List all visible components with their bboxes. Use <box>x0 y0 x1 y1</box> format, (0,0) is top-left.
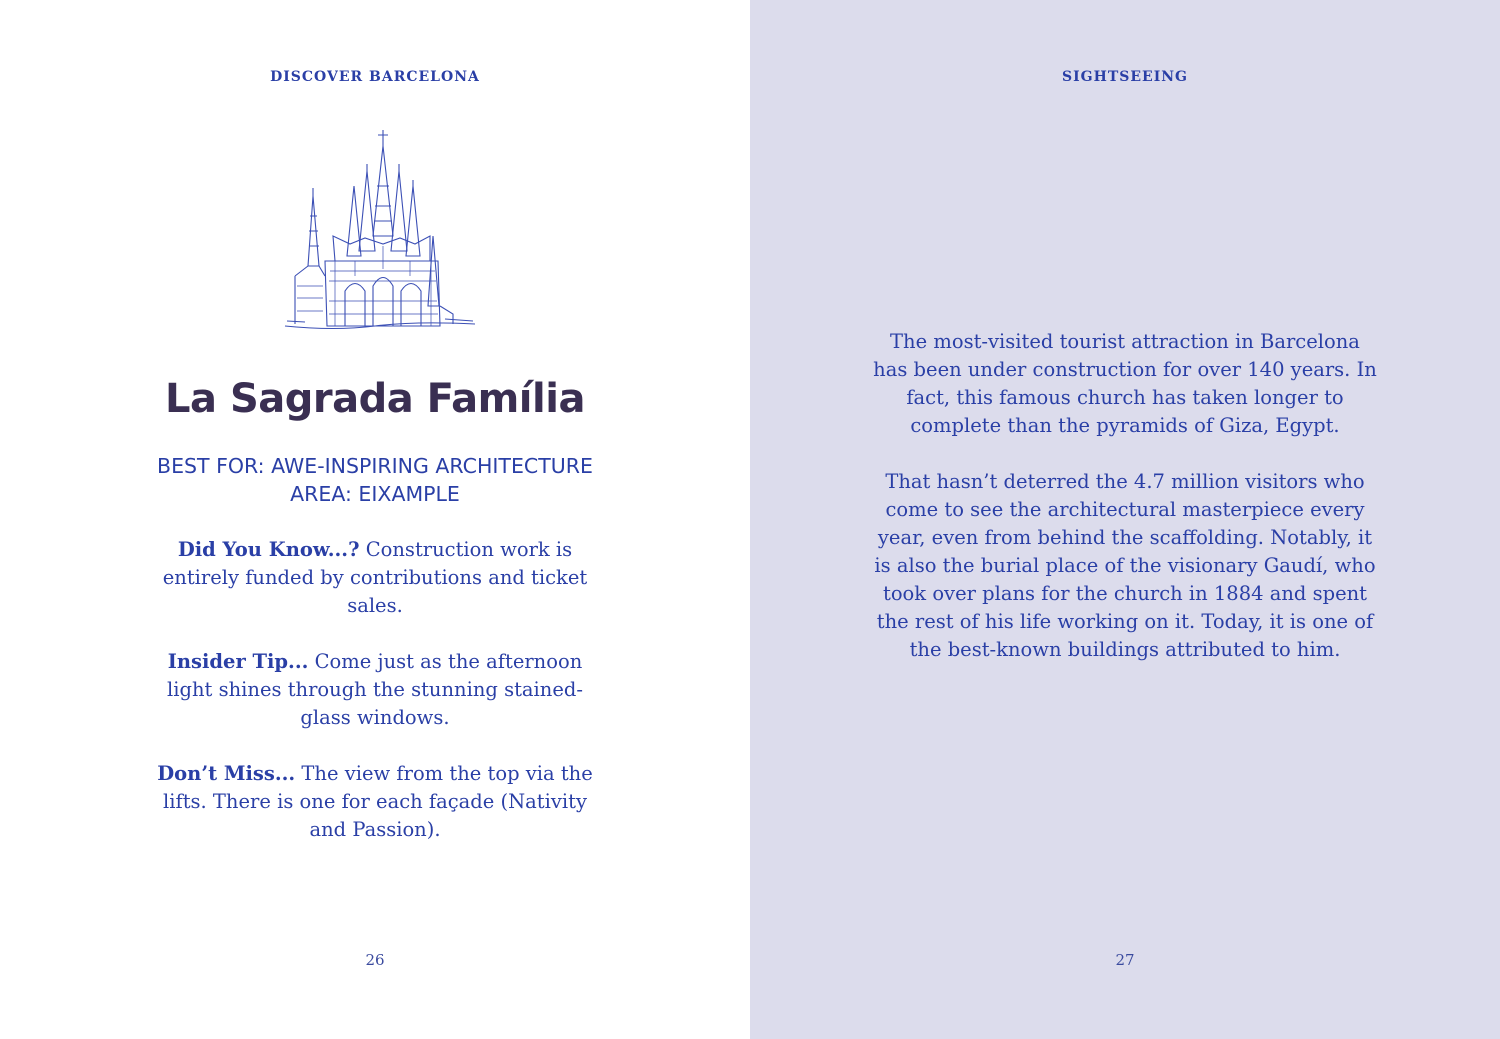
tip-did-you-know <box>150 536 600 620</box>
page-number-left: 26 <box>365 951 385 969</box>
tip-lead: Insider Tip... <box>167 650 309 673</box>
running-head-left: DISCOVER BARCELONA <box>270 69 480 85</box>
sagrada-familia-drawing-icon <box>275 126 480 341</box>
tip-dont-miss <box>150 760 600 844</box>
tip-text: The view from the top via the lifts. There is one for each façade (Nativity and Passion). <box>163 762 593 841</box>
body-text <box>870 328 1380 692</box>
best-for-label: BEST FOR: AWE-INSPIRING ARCHITECTURE <box>157 454 593 478</box>
page-number-right: 27 <box>1115 951 1135 969</box>
tip-insider <box>150 648 600 732</box>
running-head-right: SIGHTSEEING <box>1061 69 1188 85</box>
body-paragraph: The most-visited tourist attraction in Barcelona has been under construction for over 140 years. In fact, this famous church has taken longer to complete than the pyramids of Giza, Egypt. <box>873 330 1377 437</box>
tips-list <box>150 536 600 872</box>
page-title: La Sagrada Família <box>165 376 585 422</box>
attraction-meta <box>0 452 750 508</box>
area-label: AREA: EIXAMPLE <box>290 482 460 506</box>
tip-lead: Don’t Miss... <box>157 762 296 785</box>
tip-text: Come just as the afternoon light shines through the stunning stained-glass windows. <box>167 650 583 729</box>
tip-text: Construction work is entirely funded by contributions and ticket sales. <box>162 538 588 617</box>
body-paragraph: That hasn’t deterred the 4.7 million visitors who come to see the architectural masterpiece every year, even from behind the scaffolding. Notably, it is also the burial place of the visionary Gaudí, who took over plans for the church in 1884 and spent the rest of his life working on it. Today, it is one of the best-known buildings attributed to him. <box>874 470 1376 661</box>
tip-lead: Did You Know...? <box>177 538 360 561</box>
